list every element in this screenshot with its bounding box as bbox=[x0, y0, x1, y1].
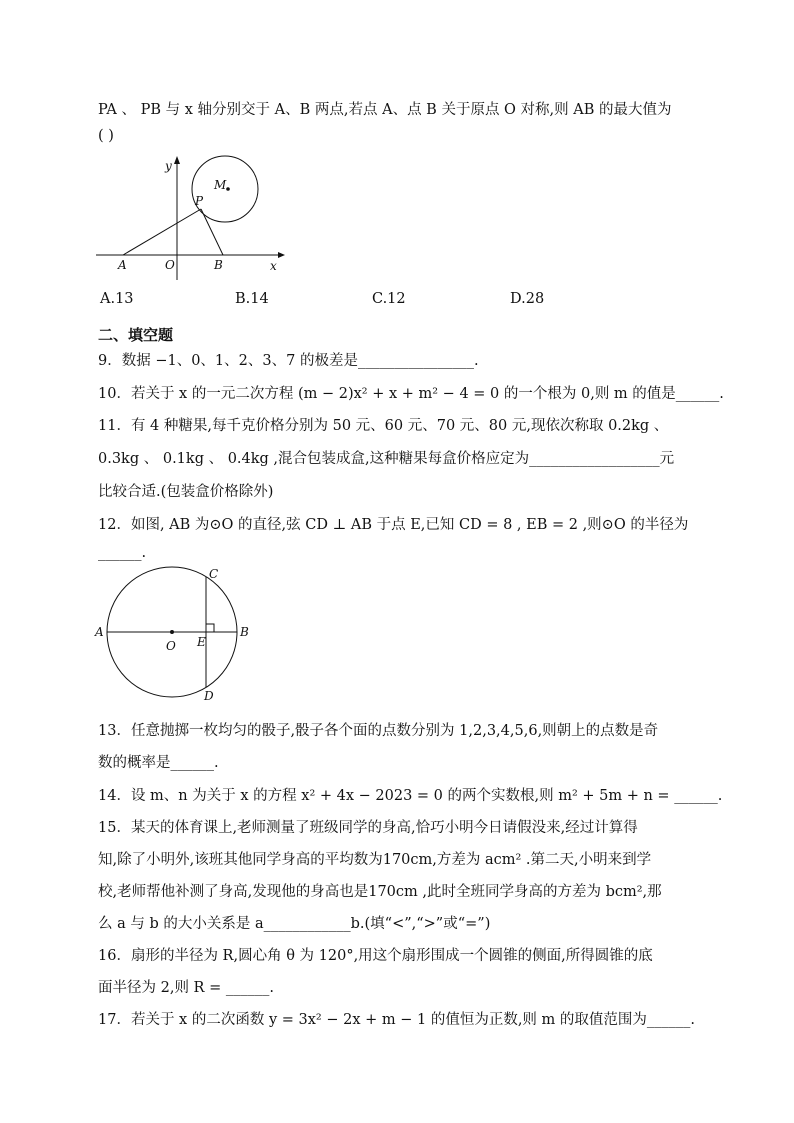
section-title: 二、填空题 bbox=[98, 326, 174, 344]
label-p: P bbox=[195, 194, 204, 208]
y-axis-arrow bbox=[174, 156, 180, 164]
question-12-line-2: ______. bbox=[98, 545, 147, 561]
point-m bbox=[226, 187, 230, 191]
question-15-line-1: 15．某天的体育课上,老师测量了班级同学的身高,恰巧小明今日请假没来,经过计算得 bbox=[98, 820, 638, 836]
question-15-line-3: 校,老师帮他补测了身高,发现他的身高也是170cm ,此时全班同学身高的方差为 bcm²,那 bbox=[98, 884, 662, 900]
label-b: B bbox=[240, 625, 249, 639]
center-o bbox=[170, 630, 174, 634]
option-c: C.12 bbox=[372, 291, 406, 307]
x-axis-arrow bbox=[278, 252, 285, 258]
question-11-line-2: 0.3kg 、 0.1kg 、 0.4kg ,混合包装成盒,这种糖果每盒价格应定为__________________元 bbox=[98, 451, 675, 467]
question-17: 17．若关于 x 的二次函数 y = 3x² − 2x + m − 1 的值恒为正数,则 m 的取值范围为______. bbox=[98, 1012, 696, 1028]
label-a: A bbox=[95, 625, 104, 639]
option-b: B.14 bbox=[235, 291, 269, 307]
q8-answer-paren: ( ) bbox=[98, 128, 114, 144]
question-9: 9．数据 −1、0、1、2、3、7 的极差是________________. bbox=[98, 353, 479, 369]
label-o: O bbox=[165, 258, 175, 272]
question-16-line-1: 16．扇形的半径为 R,圆心角 θ 为 120°,用这个扇形围成一个圆锥的侧面,所得圆锥的底 bbox=[98, 948, 653, 964]
label-o: O bbox=[166, 639, 176, 653]
q8-continuation: PA 、 PB 与 x 轴分别交于 A、B 两点,若点 A、点 B 关于原点 O 对称,则 AB 的最大值为 bbox=[98, 102, 672, 118]
label-e: E bbox=[197, 635, 206, 649]
question-15-line-2: 知,除了小明外,该班其他同学身高的平均数为170cm,方差为 acm² .第二天,小明来到学 bbox=[98, 852, 652, 868]
question-11-line-3: 比较合适.(包装盒价格除外) bbox=[98, 484, 274, 500]
question-15-line-4: 么 a 与 b 的大小关系是 a____________b.(填“<”,“>”或“=”) bbox=[98, 916, 491, 932]
label-y: y bbox=[165, 159, 172, 173]
segment-pb bbox=[201, 209, 223, 255]
label-b: B bbox=[214, 258, 223, 272]
label-c: C bbox=[209, 567, 219, 581]
q8-figure bbox=[92, 152, 292, 287]
question-11-line-1: 11．有 4 种糖果,每千克价格分别为 50 元、60 元、70 元、80 元,现依次称取 0.2kg 、 bbox=[98, 418, 669, 434]
segment-pa bbox=[123, 209, 201, 255]
question-10: 10．若关于 x 的一元二次方程 (m − 2)x² + x + m² − 4 = 0 的一个根为 0,则 m 的值是______. bbox=[98, 386, 724, 402]
label-a: A bbox=[118, 258, 127, 272]
question-13-line-2: 数的概率是______. bbox=[98, 755, 219, 771]
label-m: M bbox=[214, 178, 227, 192]
label-x: x bbox=[270, 259, 277, 273]
label-d: D bbox=[204, 689, 214, 703]
q12-figure bbox=[92, 565, 262, 705]
question-16-line-2: 面半径为 2,则 R = ______. bbox=[98, 980, 274, 996]
question-12-line-1: 12．如图, AB 为⊙O 的直径,弦 CD ⊥ AB 于点 E,已知 CD = 8 , EB = 2 ,则⊙O 的半径为 bbox=[98, 517, 689, 533]
right-angle-mark bbox=[206, 624, 214, 632]
option-a: A.13 bbox=[100, 291, 134, 307]
question-14: 14．设 m、n 为关于 x 的方程 x² + 4x − 2023 = 0 的两个实数根,则 m² + 5m + n = ______. bbox=[98, 788, 723, 804]
option-d: D.28 bbox=[510, 291, 545, 307]
question-13-line-1: 13．任意抛掷一枚均匀的骰子,骰子各个面的点数分别为 1,2,3,4,5,6,则朝上的点数是奇 bbox=[98, 723, 659, 739]
